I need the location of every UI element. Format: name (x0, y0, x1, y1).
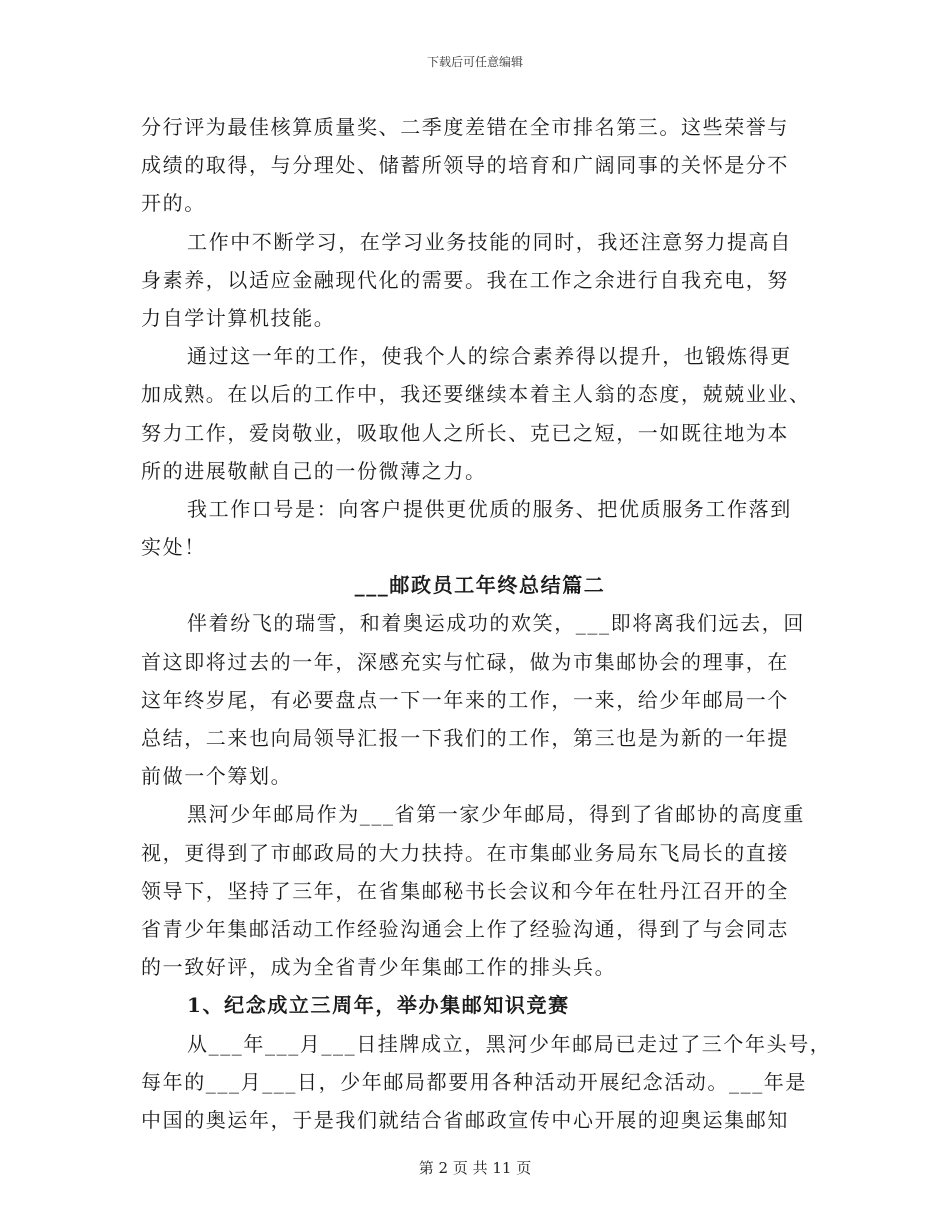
subsection-heading: 1、纪念成立三周年，举办集邮知识竞赛 (187, 993, 570, 1018)
paragraph-line: 前做一个筹划。 (141, 764, 293, 789)
paragraph-line: 省青少年集邮活动工作经验沟通会上作了经验沟通，得到了与会同志 (141, 916, 789, 941)
paragraph-line: 分行评为最佳核算质量奖、二季度差错在全市排名第三。这些荣誉与 (141, 115, 789, 139)
document-body (141, 108, 832, 1139)
paragraph-line: 加成熟。在以后的工作中，我还要继续本着主人翁的态度，兢兢业业、 (141, 382, 811, 407)
paragraph-first-line: 黑河少年邮局作为___省第一家少年邮局，得到了省邮协的高度重 (187, 802, 805, 827)
paragraph-line: 实处！ (141, 535, 206, 560)
paragraph-line: 每年的___月___日，少年邮局都要用各种活动开展纪念活动。___年是 (141, 1069, 807, 1094)
paragraph-line: 领导下，坚持了三年，在省集邮秘书长会议和今年在牡丹江召开的全 (141, 878, 789, 903)
paragraph-first-line: 从___年___月___日挂牌成立，黑河少年邮局已走过了三个年头号， (187, 1031, 832, 1056)
page-header: 下载后可任意编辑 (426, 55, 523, 69)
paragraph-line: 视，更得到了市邮政局的大力扶持。在市集邮业务局东飞局长的直接 (141, 840, 789, 865)
section-heading: ___邮政员工年终总结篇二 (354, 573, 606, 598)
paragraph-first-line: 伴着纷飞的瑞雪，和着奥运成功的欢笑，___即将离我们远去，回 (187, 611, 805, 636)
page-footer: 第 2 页 共 11 页 (418, 1159, 532, 1177)
paragraph-line: 开的。 (141, 191, 206, 216)
paragraph-line: 总结，二来也向局领导汇报一下我们的工作，第三也是为新的一年提 (141, 726, 789, 750)
paragraph-line: 的一致好评，成为全省青少年集邮工作的排头兵。 (141, 955, 617, 980)
paragraph-line: 中国的奥运年，于是我们就结合省邮政宣传中心开展的迎奥运集邮知 (141, 1107, 789, 1132)
paragraph-line: 这年终岁尾，有必要盘点一下一年来的工作，一来，给少年邮局一个 (141, 687, 789, 712)
paragraph-first-line: 工作中不断学习，在学习业务技能的同时，我还注意努力提高自 (187, 229, 792, 254)
paragraph-first-line: 通过这一年的工作，使我个人的综合素养得以提升，也锻炼得更 (187, 344, 792, 369)
paragraph-line: 身素养，以适应金融现代化的需要。我在工作之余进行自我充电，努 (141, 267, 789, 292)
paragraph-line: 成绩的取得，与分理处、储蓄所领导的培育和广阔同事的关怀是分不 (141, 153, 789, 178)
paragraph-line: 力自学计算机技能。 (141, 305, 336, 330)
paragraph-line: 所的进展敬献自己的一份微薄之力。 (141, 458, 487, 483)
paragraph-first-line: 我工作口号是：向客户提供更优质的服务、把优质服务工作落到 (187, 496, 792, 521)
paragraph-line: 努力工作，爱岗敬业，吸取他人之所长、克已之短，一如既往地为本 (141, 420, 789, 445)
paragraph-line: 首这即将过去的一年，深感充实与忙碌，做为市集邮协会的理事，在 (141, 649, 789, 674)
